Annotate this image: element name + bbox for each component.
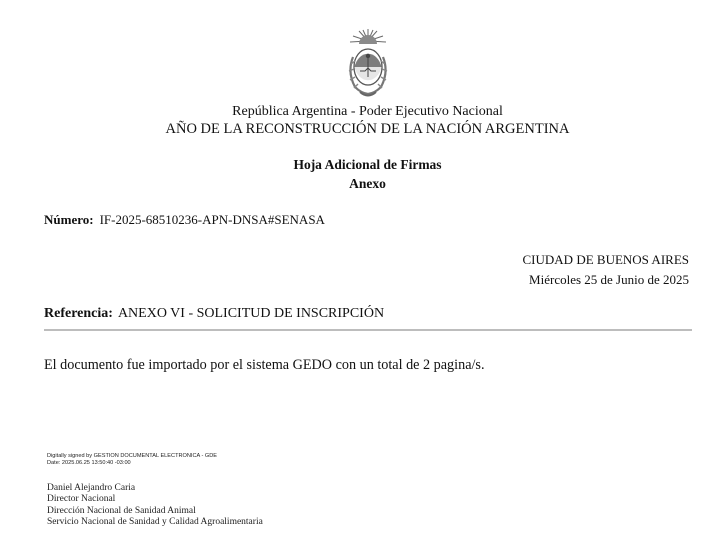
referencia-row — [44, 306, 384, 322]
digital-signature-date: Date: 2025.06.25 13:50:40 -03:00 — [47, 460, 131, 466]
digital-signature-line: Digitally signed by GESTION DOCUMENTAL ELECTRONICA - GDE — [47, 453, 218, 459]
numero-value: IF-2025-68510236-APN-DNSA#SENASA — [99, 212, 325, 227]
document-subtitle: Anexo — [349, 176, 386, 191]
signer-position: Director Nacional — [47, 494, 116, 504]
referencia-value: ANEXO VI - SOLICITUD DE INSCRIPCIÓN — [117, 306, 385, 321]
numero-label: Número: — [44, 212, 94, 227]
signer-office: Dirección Nacional de Sanidad Animal — [47, 506, 196, 516]
date: Miércoles 25 de Junio de 2025 — [529, 272, 689, 287]
referencia-label: Referencia: — [44, 306, 113, 321]
divider — [44, 329, 692, 331]
signer-name: Daniel Alejandro Caria — [47, 483, 136, 493]
place: CIUDAD DE BUENOS AIRES — [522, 252, 689, 267]
header-line-1: República Argentina - Poder Ejecutivo Nacional — [232, 104, 503, 119]
header-line-2: AÑO DE LA RECONSTRUCCIÓN DE LA NACIÓN ARGENTINA — [165, 121, 570, 137]
signer-organization: Servicio Nacional de Sanidad y Calidad Agroalimentaria — [47, 517, 263, 527]
document-title: Hoja Adicional de Firmas — [293, 157, 442, 172]
coat-of-arms-icon — [345, 27, 391, 103]
numero-row — [44, 212, 325, 228]
body-text: El documento fue importado por el sistema GEDO con un total de 2 pagina/s. — [44, 357, 485, 373]
